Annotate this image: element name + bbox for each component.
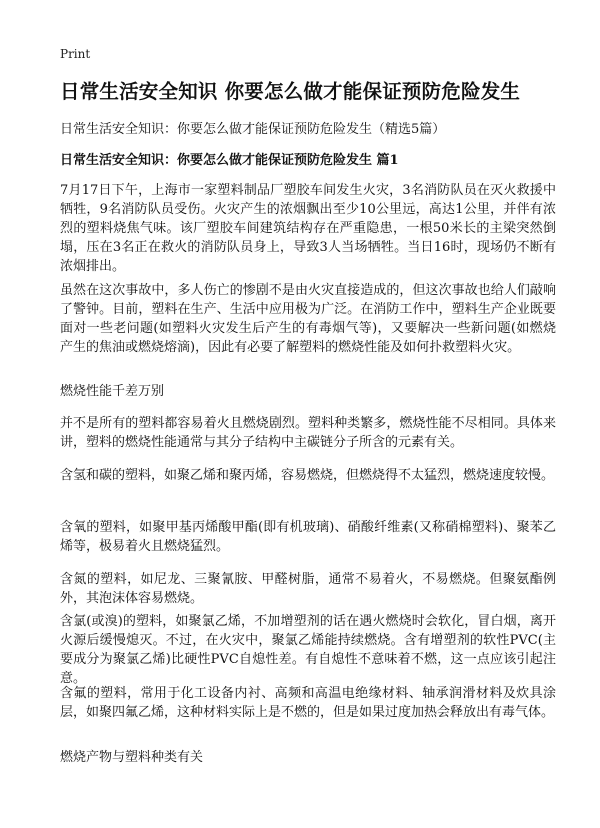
- print-link[interactable]: Print: [60, 47, 91, 61]
- paragraph-hydrocarbon: 含氢和碳的塑料，如聚乙烯和聚丙烯，容易燃烧，但燃烧得不太猛烈，燃烧速度较慢。: [60, 468, 555, 483]
- subheading-combustion-performance: 燃烧性能千差万别: [60, 384, 165, 399]
- paragraph-oxygen: 含氧的塑料，如聚甲基丙烯酸甲酯(即有机玻璃)、硝酸纤维素(又称硝棉塑料)、聚苯乙烯等，极易着火且燃烧猛烈。: [60, 520, 556, 554]
- paragraph-nitrogen: 含氮的塑料，如尼龙、三聚氰胺、甲醛树脂，通常不易着火，不易燃烧。但聚氨酯例外，其泡沫体容易燃烧。: [60, 572, 556, 606]
- paragraph-warning: 虽然在这次事故中，多人伤亡的惨剧不是由火灾直接造成的，但这次事故也给人们敲响了警钟。目前，塑料在生产、生活中应用极为广泛。在消防工作中，塑料生产企业既要面对一些老问题(如塑料火灾发生后产生的有毒烟气等)，又要解决一些新问题(如燃烧产生的焦油或燃烧熔滴)，因此有必要了解塑料的燃烧性能及如何扑救塑料火灾。: [60, 283, 556, 355]
- paragraph-incident: 7月17日下午，上海市一家塑料制品厂塑胶车间发生火灾，3名消防队员在灭火救援中牺牲，9名消防队员受伤。火灾产生的浓烟飘出至少10公里远，高达1公里，并伴有浓烈的塑料烧焦气味。该厂塑胶车间建筑结构存在严重隐患，一根50米长的主梁突然倒塌，压在3名正在救火的消防队员身上，导致3人当场牺牲。当日16时，现场仍不断有浓烟排出。: [60, 183, 556, 274]
- article-subtitle: 日常生活安全知识：你要怎么做才能保证预防危险发生（精选5篇）: [60, 122, 446, 137]
- paragraph-overview: 并不是所有的塑料都容易着火且燃烧剧烈。塑料种类繁多，燃烧性能不尽相同。具体来讲，塑料的燃烧性能通常与其分子结构中主碳链分子所含的元素有关。: [60, 416, 556, 450]
- subheading-combustion-products: 燃烧产物与塑料种类有关: [60, 750, 204, 765]
- article-title: 日常生活安全知识 你要怎么做才能保证预防危险发生: [60, 80, 521, 103]
- paragraph-fluorine: 含氟的塑料，常用于化工设备内衬、高频和高温电绝缘材料、轴承润滑材料及炊具涂层，如聚四氟乙烯，这种材料实际上是不燃的，但是如果过度加热会释放出有毒气体。: [60, 686, 556, 720]
- section-heading: 日常生活安全知识：你要怎么做才能保证预防危险发生 篇1: [60, 153, 399, 168]
- paragraph-chlorine: 含氯(或溴)的塑料，如聚氯乙烯，不加增塑剂的话在遇火燃烧时会软化，冒白烟，离开火源后缓慢熄灭。不过，在火灾中，聚氯乙烯能持续燃烧。含有增塑剂的软性PVC(主要成分为聚氯乙烯)比硬性PVC自熄性差。有自熄性不意味着不燃，这一点应该引起注意。: [60, 614, 556, 686]
